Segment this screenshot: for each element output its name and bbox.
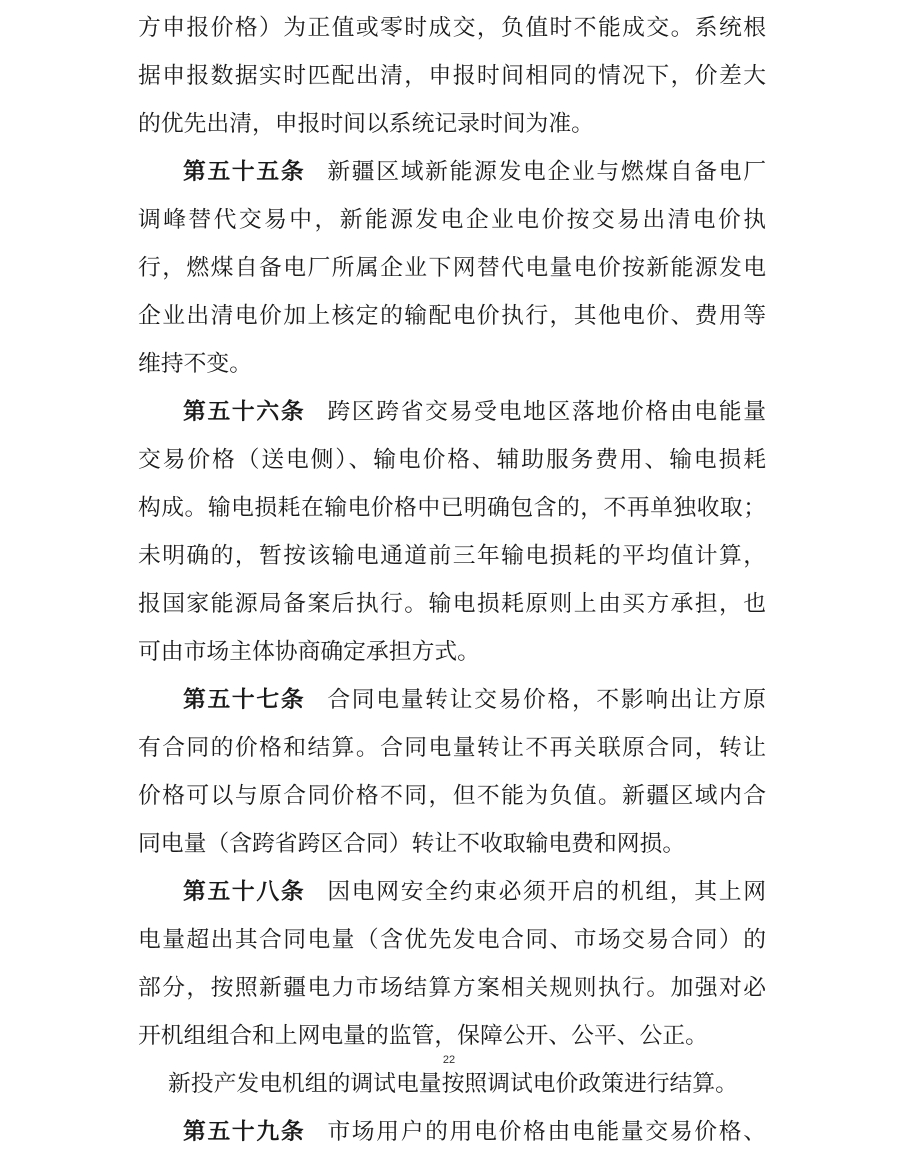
text-line: 新投产发电机组的调试电量按照调试电价政策进行结算。 <box>168 1071 738 1097</box>
text-line: 构成。输电损耗在输电价格中已明确包含的，不再单独收取； <box>138 495 766 521</box>
article-58-line <box>138 868 766 916</box>
article-title: 第五十五条 <box>183 159 306 185</box>
text-line: 调峰替代交易中，新能源发电企业电价按交易出清电价执 <box>138 207 766 233</box>
article-title: 第五十七条 <box>183 687 306 713</box>
document-body <box>138 4 766 1156</box>
text-line: 开机组组合和上网电量的监管，保障公开、公平、公正。 <box>138 1023 708 1049</box>
article-title: 第五十八条 <box>183 879 306 905</box>
article-text: 因电网安全约束必须开启的机组，其上网 <box>327 879 767 905</box>
article-text: 市场用户的用电价格由电能量交易价格、 <box>327 1119 767 1145</box>
text-line: 维持不变。 <box>138 351 252 377</box>
text-line: 交易价格（送电侧）、输电价格、辅助服务费用、输电损耗 <box>138 447 766 473</box>
text-line: 行，燃煤自备电厂所属企业下网替代电量电价按新能源发电 <box>138 255 766 281</box>
text-line: 报国家能源局备案后执行。输电损耗原则上由买方承担，也 <box>138 591 766 617</box>
text-line: 方申报价格）为正值或零时成交，负值时不能成交。系统根 <box>138 15 766 41</box>
article-text: 跨区跨省交易受电地区落地价格由电能量 <box>327 399 767 425</box>
article-text: 合同电量转让交易价格，不影响出让方原 <box>327 687 767 713</box>
article-title: 第五十六条 <box>183 399 306 425</box>
text-line: 未明确的，暂按该输电通道前三年输电损耗的平均值计算， <box>138 543 766 569</box>
text-line: 有合同的价格和结算。合同电量转让不再关联原合同，转让 <box>138 735 766 761</box>
article-59-line <box>138 1108 766 1156</box>
article-55-line <box>138 148 766 196</box>
text-line: 企业出清电价加上核定的输配电价执行，其他电价、费用等 <box>138 303 766 329</box>
article-text: 新疆区域新能源发电企业与燃煤自备电厂 <box>327 159 767 185</box>
page-number: 22 <box>442 1054 456 1066</box>
text-line: 价格可以与原合同价格不同，但不能为负值。新疆区域内合 <box>138 783 766 809</box>
text-line: 的优先出清，申报时间以系统记录时间为准。 <box>138 111 594 137</box>
article-57-line <box>138 676 766 724</box>
text-line: 据申报数据实时匹配出清，申报时间相同的情况下，价差大 <box>138 63 766 89</box>
article-title: 第五十九条 <box>183 1119 306 1145</box>
text-line: 同电量（含跨省跨区合同）转让不收取输电费和网损。 <box>138 831 686 857</box>
text-line: 电量超出其合同电量（含优先发电合同、市场交易合同）的 <box>138 927 766 953</box>
text-line: 部分，按照新疆电力市场结算方案相关规则执行。加强对必 <box>138 975 766 1001</box>
text-line: 可由市场主体协商确定承担方式。 <box>138 639 480 665</box>
article-56-line <box>138 388 766 436</box>
